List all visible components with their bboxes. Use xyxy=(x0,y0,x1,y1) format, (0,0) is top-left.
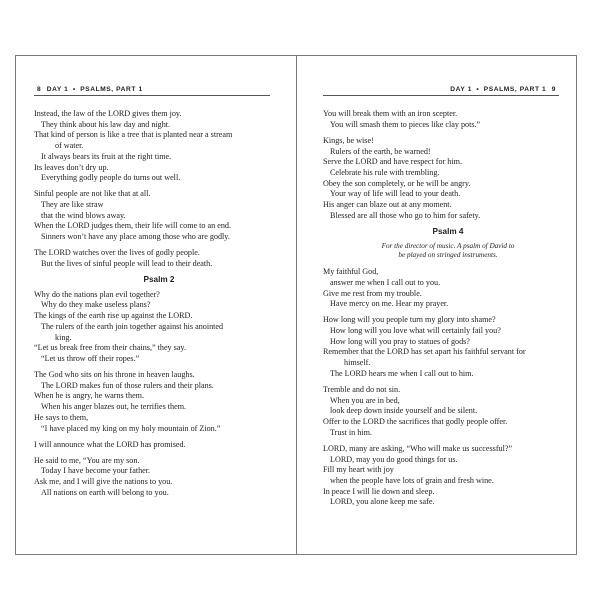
verse-line: Kings, be wise! xyxy=(323,135,374,145)
verse-line: When the LORD judges them, their life will come to an end. xyxy=(34,221,231,231)
verse-line: Obey the son completely, or he will be angry. xyxy=(323,178,471,188)
verse-line: Tremble and do not sin. xyxy=(323,384,401,394)
verse-line: Why do the nations plan evil together? xyxy=(34,289,160,299)
verse-line: When you are in bed, xyxy=(330,395,400,405)
open-book-spread xyxy=(15,55,577,555)
verse-line: His anger can blaze out at any moment. xyxy=(323,200,452,210)
verse-stanza xyxy=(323,267,573,310)
verse-line: Today I have become your father. xyxy=(41,466,151,476)
right-page xyxy=(297,56,577,554)
verse-line: Trust in him. xyxy=(330,427,372,437)
verse-line: Remember that the LORD has set apart his faithful servant for xyxy=(323,347,526,357)
verse-line: That kind of person is like a tree that is planted near a stream xyxy=(34,130,233,140)
running-head-title: PSALMS, PART 1 xyxy=(80,86,143,93)
verse-stanza xyxy=(323,136,573,222)
verse-line: How long will you people turn my glory into shame? xyxy=(323,315,496,325)
verse-line: king. xyxy=(55,332,72,342)
verse-stanza xyxy=(34,456,284,499)
verse-line: The kings of the earth rise up against the LORD. xyxy=(34,311,193,321)
verse-line: You will smash them to pieces like clay pots.” xyxy=(330,119,481,129)
verse-line: Offer to the LORD the sacrifices that godly people offer. xyxy=(323,417,508,427)
verse-line: Ask me, and I will give the nations to you. xyxy=(34,477,173,487)
verse-line: The rulers of the earth join together against his anointed xyxy=(41,321,224,331)
verse-line: LORD, many are asking, “Who will make us successful?” xyxy=(323,443,513,453)
verse-line: How long will you pray to statues of gods? xyxy=(330,336,470,346)
verse-line: Sinful people are not like that at all. xyxy=(34,189,151,199)
verse-line: Its leaves don’t dry up. xyxy=(34,162,109,172)
verse-line: LORD, may you do good things for us. xyxy=(330,454,458,464)
verse-stanza xyxy=(34,370,284,434)
verse-line: look deep down inside yourself and be silent. xyxy=(330,406,478,416)
page-text-right xyxy=(323,109,573,513)
verse-line: In peace I will lie down and sleep. xyxy=(323,486,435,496)
running-head-day: DAY 1 xyxy=(450,86,472,93)
verse-stanza xyxy=(323,315,573,379)
verse-line: The LORD makes fun of those rulers and their plans. xyxy=(41,380,214,390)
psalm-heading: Psalm 2 xyxy=(143,275,175,285)
verse-stanza xyxy=(34,109,284,184)
page-number: 8 xyxy=(37,86,42,93)
verse-stanza xyxy=(34,290,284,365)
verse-line: Everything godly people do turns out well. xyxy=(41,173,181,183)
separator-dot: • xyxy=(72,86,76,93)
verse-line: “I have placed my king on my holy mountain of Zion.” xyxy=(41,423,221,433)
verse-line: LORD, you alone keep me safe. xyxy=(330,497,435,507)
verse-line: The God who sits on his throne in heaven laughs. xyxy=(34,370,195,380)
verse-stanza xyxy=(34,248,284,269)
verse-line: He says to them, xyxy=(34,412,89,422)
verse-line: You will break them with an iron scepter. xyxy=(323,109,458,118)
verse-line: Blessed are all those who go to him for safety. xyxy=(330,210,481,220)
verse-line: Fill my heart with joy xyxy=(323,465,394,475)
verse-line: It always bears its fruit at the right time. xyxy=(41,151,172,161)
verse-line: Give me rest from my trouble. xyxy=(323,288,422,298)
verse-stanza xyxy=(323,385,573,439)
verse-line: Why do they make useless plans? xyxy=(41,300,151,310)
verse-line: My faithful God, xyxy=(323,267,379,277)
verse-line: When he is angry, he warns them. xyxy=(34,391,145,401)
running-head-right xyxy=(323,86,559,96)
verse-line: answer me when I call out to you. xyxy=(330,277,441,287)
running-head-left xyxy=(34,86,270,96)
verse-line: Instead, the law of the LORD gives them joy. xyxy=(34,109,182,118)
verse-line: Serve the LORD and have respect for him. xyxy=(323,157,462,167)
verse-line: when the people have lots of grain and fresh wine. xyxy=(330,475,494,485)
verse-line: of water. xyxy=(55,141,84,151)
verse-stanza xyxy=(34,189,284,243)
superscription-line: be played on stringed instruments. xyxy=(398,251,498,260)
verse-line: Sinners won’t have any place among those who are godly. xyxy=(41,232,230,242)
psalm-superscription xyxy=(323,242,573,262)
verse-line: All nations on earth will belong to you. xyxy=(41,487,169,497)
verse-line: When his anger blazes out, he terrifies them. xyxy=(41,402,187,412)
verse-line: Celebrate his rule with trembling. xyxy=(330,167,440,177)
verse-stanza xyxy=(34,440,284,451)
verse-line: The LORD watches over the lives of godly people. xyxy=(34,248,200,258)
verse-line: But the lives of sinful people will lead to their death. xyxy=(41,258,213,268)
verse-line: himself. xyxy=(344,358,371,368)
verse-line: “Let us throw off their ropes.” xyxy=(41,353,140,363)
separator-dot: • xyxy=(476,86,480,93)
verse-line: that the wind blows away. xyxy=(41,210,126,220)
verse-line: They are like straw xyxy=(41,200,104,210)
verse-stanza xyxy=(323,109,573,130)
running-head-day: DAY 1 xyxy=(46,86,69,93)
page-text-left xyxy=(34,109,284,504)
verse-line: Your way of life will lead to your death. xyxy=(330,189,461,199)
page-number: 9 xyxy=(551,86,556,93)
running-head-title: PSALMS, PART 1 xyxy=(483,86,547,93)
psalm-heading: Psalm 4 xyxy=(432,226,464,236)
verse-line: Rulers of the earth, be warned! xyxy=(330,146,431,156)
verse-stanza xyxy=(323,444,573,508)
verse-line: I will announce what the LORD has promised. xyxy=(34,439,186,449)
left-page xyxy=(16,56,296,554)
verse-line: They think about his law day and night. xyxy=(41,119,171,129)
superscription-line: For the director of music. A psalm of David to xyxy=(381,241,515,250)
verse-line: Have mercy on me. Hear my prayer. xyxy=(330,299,449,309)
verse-line: How long will you love what will certainly fail you? xyxy=(330,326,501,336)
verse-line: He said to me, “You are my son. xyxy=(34,455,140,465)
verse-line: “Let us break free from their chains,” they say. xyxy=(34,343,186,353)
verse-line: The LORD hears me when I call out to him. xyxy=(330,368,474,378)
